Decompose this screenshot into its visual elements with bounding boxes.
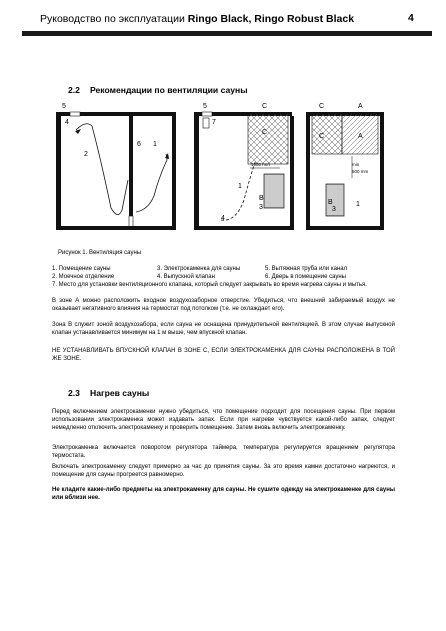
label-zone-c: C bbox=[319, 103, 325, 110]
label-3: 3 bbox=[259, 204, 263, 211]
paragraph-zone-b: Зона В служит зоной воздухозабора, если сауна не оснащена принудительной вентиляцией. В этом случае выпускной клапан устанавливается минимум на 1 м выше, чем впускной клапан. bbox=[52, 322, 395, 337]
label-1: 1 bbox=[356, 201, 360, 208]
header-title-plain: Руководство по эксплуатации bbox=[40, 13, 185, 25]
left-room bbox=[56, 103, 176, 230]
label-zone-a: A bbox=[358, 103, 363, 110]
label-zone-c: C bbox=[262, 129, 268, 136]
middle-room bbox=[194, 103, 294, 230]
label-1: 1 bbox=[153, 141, 157, 148]
figure-caption: Рисунок 1. Вентиляция сауны bbox=[58, 250, 142, 256]
legend-item-5: 5. Вытяжная труба или канал bbox=[265, 266, 348, 272]
section-number: 2.3 bbox=[68, 388, 80, 398]
ventilation-diagram bbox=[56, 100, 390, 240]
header-rule bbox=[22, 31, 432, 36]
header-title-bold: Ringo Black, Ringo Robust Black bbox=[187, 13, 355, 25]
section-title: Рекомендации по вентиляции сауны bbox=[90, 85, 248, 95]
right-room bbox=[306, 103, 384, 230]
label-4: 4 bbox=[221, 215, 225, 222]
legend-item-6: 6. Дверь в помещение сауны bbox=[265, 274, 346, 280]
label-2: 2 bbox=[84, 151, 88, 158]
label-6: 6 bbox=[137, 141, 141, 148]
paragraph-heating-1: Перед включением электрокаменки нужно убедиться, что помещение подходит для посещения сауны. При первом использовании электрокаменка может издавать запах. Если при нагреве чувствуется какой-либо запах, следует немедленно отключить электрокаменку и проверить помещение. Затем вновь включить электрокаменку. bbox=[52, 409, 395, 432]
dim-min: min bbox=[352, 162, 360, 167]
page-number: 4 bbox=[408, 12, 414, 24]
label-5: 5 bbox=[62, 103, 66, 110]
legend-item-1: 1. Помещение сауны bbox=[52, 266, 111, 272]
label-7: 7 bbox=[212, 119, 216, 126]
label-zone-b: B bbox=[259, 195, 264, 202]
label-4: 4 bbox=[65, 119, 69, 126]
paragraph-heating-3: Включать электрокаменку следует примерно за час до принятия сауны. За это время камни достаточно нагреются, и помещение для сауны прогреется равномерно. bbox=[52, 464, 395, 479]
section-number: 2.2 bbox=[68, 85, 80, 95]
label-1: 1 bbox=[238, 183, 242, 190]
section-title: Нагрев сауны bbox=[90, 388, 150, 398]
label-5: 5 bbox=[203, 103, 207, 110]
paragraph-zone-c: НЕ УСТАНАВЛИВАТЬ ВПУСКНОЙ КЛАПАН В ЗОНЕ С, ЕСЛИ ЭЛЕКТРОКАМЕНКА ДЛЯ САУНЫ РАСПОЛОЖЕНА В ТОЙ ЖЕ ЗОНЕ. bbox=[52, 348, 395, 363]
section-heading-2-3 bbox=[68, 388, 149, 398]
label-3: 3 bbox=[332, 206, 336, 213]
paragraph-zone-a: В зоне А можно расположить входное воздухозаборное отверстие. Убедиться, что внешний забираемый воздух не оказывает негативного влияния на термостат под потолком (т.е. не охлаждает его). bbox=[52, 298, 395, 313]
paragraph-warning: Не кладите какие-либо предметы на электрокаменку для сауны. Не сушите одежду на электрокаменке для сауны или вблизи нее. bbox=[52, 487, 395, 502]
label-zone-a: A bbox=[358, 133, 363, 140]
legend-item-4: 4. Выпускной клапан bbox=[157, 274, 215, 280]
label-zone-b: B bbox=[328, 199, 333, 206]
legend-item-2: 2. Моечное отделение bbox=[52, 274, 115, 280]
legend-item-7: 7. Место для установки вентиляционного клапана, который следует закрывать во время нагрева сауны и мытья. bbox=[52, 282, 367, 288]
dim-1000: 1000 mm bbox=[251, 162, 270, 167]
paragraph-heating-2: Электрокаменка включается поворотом регулятора таймера, температура регулируется вращением регулятора термостата. bbox=[52, 445, 395, 460]
section-heading-2-2 bbox=[68, 85, 248, 95]
label-zone-c: C bbox=[262, 103, 268, 110]
legend-item-3: 3. Электрокаменка для сауны bbox=[157, 266, 241, 272]
header-title bbox=[40, 13, 354, 25]
dim-500: 500 mm bbox=[352, 169, 369, 174]
figure-legend bbox=[52, 266, 395, 298]
label-zone-c: C bbox=[319, 133, 325, 140]
